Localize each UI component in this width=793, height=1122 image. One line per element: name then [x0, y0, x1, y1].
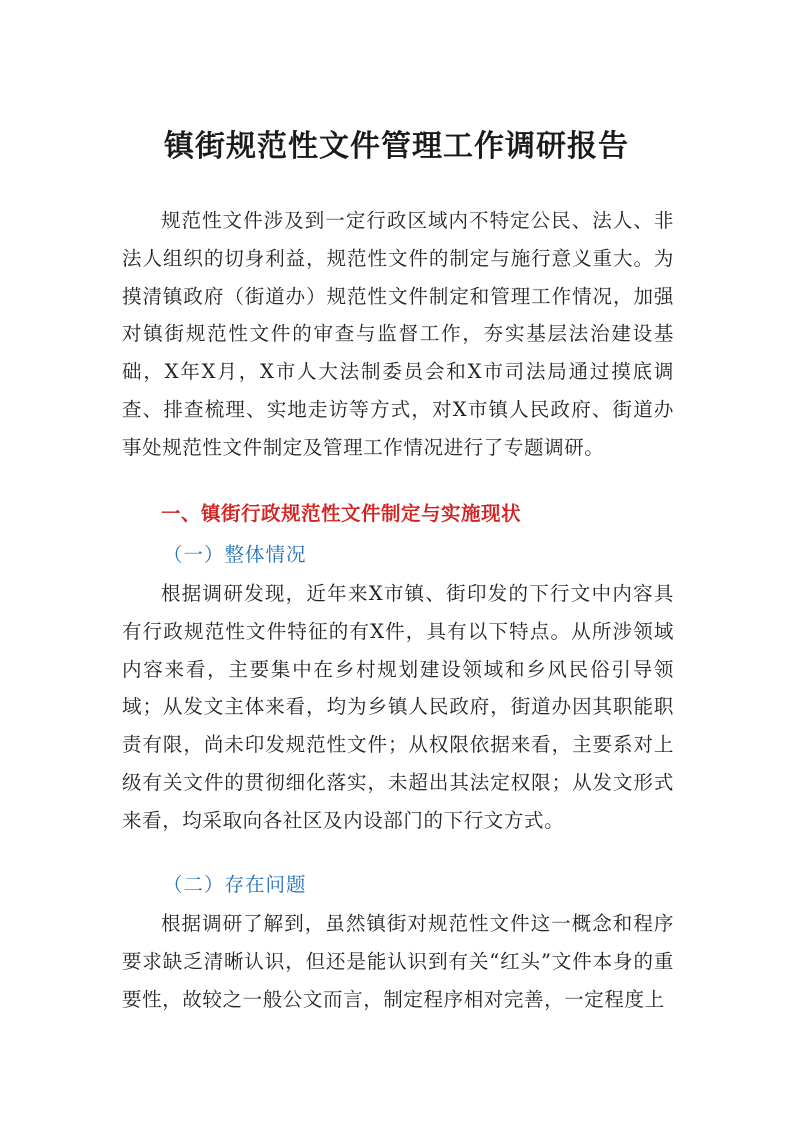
- subheading-problems: （二）存在问题: [163, 873, 307, 896]
- paragraph-intro: 规范性文件涉及到一定行政区域内不特定公民、法人、非法人组织的切身利益，规范性文件的制定与施行意义重大。为摸清镇政府（街道办）规范性文件制定和管理工作情况，加强对镇街规范性文件的审查与监督工作，夯实基层法治建设基础，X年X月，X市人大法制委员会和X市司法局通过摸底调查、排查梳理、实地走访等方式，对X市镇人民政府、街道办事处规范性文件制定及管理工作情况进行了专题调研。: [122, 209, 674, 459]
- paragraph-problems: 根据调研了解到，虽然镇街对规范性文件这一概念和程序要求缺乏清晰认识，但还是能认识到有关“红头”文件本身的重要性，故较之一般公文而言，制定程序相对完善，一定程度上: [122, 912, 674, 1011]
- document-title: 镇街规范性文件管理工作调研报告: [164, 129, 629, 164]
- subheading-overall: （一）整体情况: [163, 543, 307, 566]
- section-heading-status: 一、镇街行政规范性文件制定与实施现状: [161, 502, 522, 525]
- paragraph-overall: 根据调研发现，近年来X市镇、街印发的下行文中内容具有行政规范性文件特征的有X件，具有以下特点。从所涉领域内容来看，主要集中在乡村规划建设领域和乡风民俗引导领域；从发文主体来看，均为乡镇人民政府，街道办因其职能职责有限，尚未印发规范性文件；从权限依据来看，主要系对上级有关文件的贯彻细化落实，未超出其法定权限；从发文形式来看，均采取向各社区及内设部门的下行文方式。: [122, 582, 674, 832]
